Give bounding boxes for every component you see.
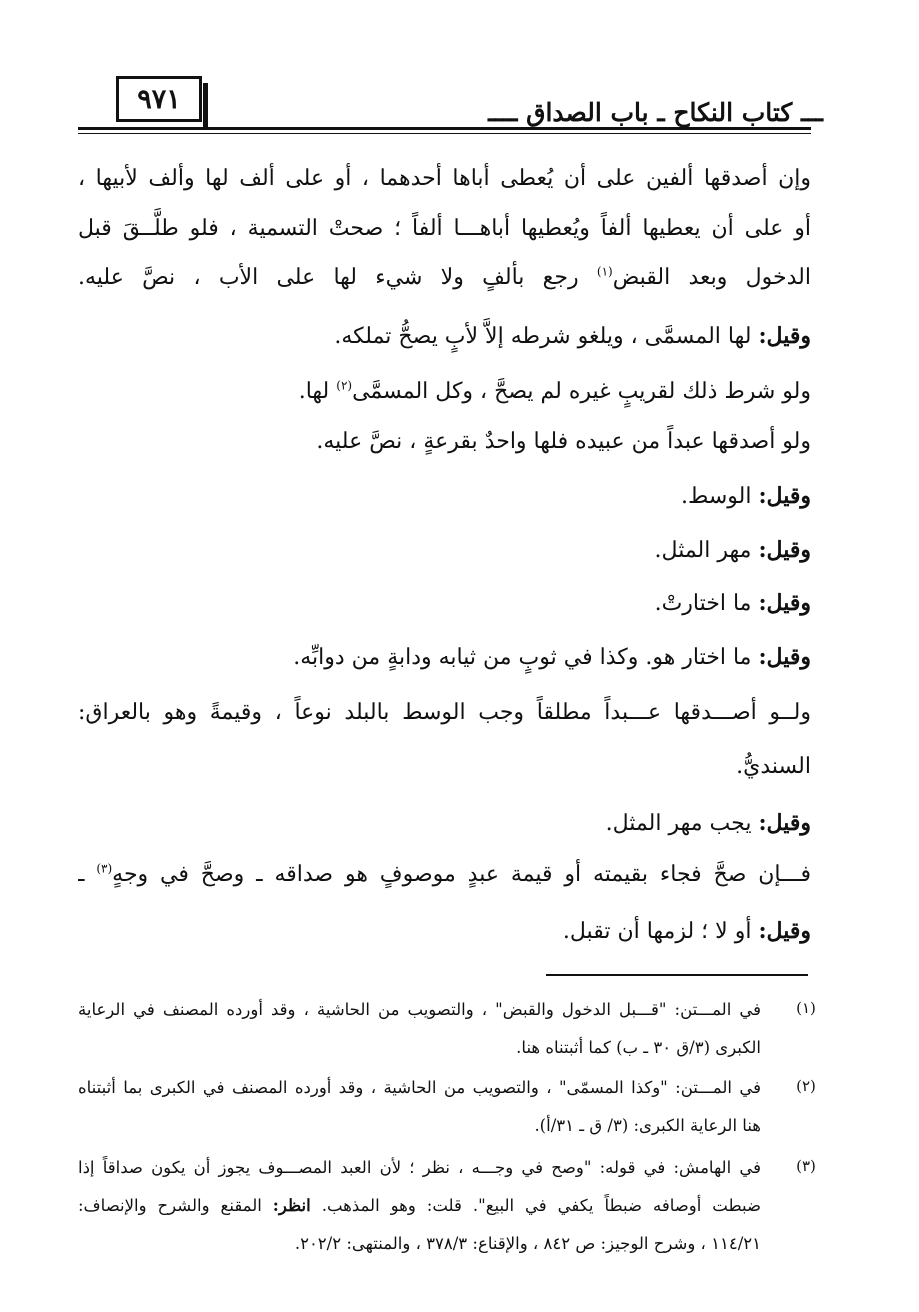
footnote-line <box>78 1108 761 1144</box>
footnote-number: (٢) <box>796 1077 816 1095</box>
footnote-number: (٣) <box>796 1157 816 1175</box>
running-title: ـــ كتاب النكاح ـ باب الصداق ــــ <box>488 98 823 127</box>
footnote-text: ١١٤/٢١ ، وشرح الوجيز: ص ٨٤٢ ، والإقناع: ٣٧٨/٣ ، والمنتهى: ٢٠٢/٢. <box>294 1234 761 1253</box>
footnote-separator <box>546 974 808 976</box>
line-text: يجب مهر المثل. <box>605 811 759 836</box>
footnote-text: الكبرى (٣/ق ٣٠ ـ ب) كما أثبتناه هنا. <box>516 1038 761 1057</box>
line-text: ولو شرط ذلك لقريبٍ غيره لم يصحَّ ، وكل المسمَّى <box>352 379 811 404</box>
line-text: فـــإن صحَّ فجاء بقيمته أو قيمة عبدٍ موصوفٍ هو صداقه ـ وصحَّ في وجهٍ <box>112 862 811 887</box>
footnote-text: ضبطت أوصافه ضبطاً يكفي في البيع". قلت: وهو المذهب. <box>310 1196 761 1215</box>
keyword-qila: وقيل: <box>758 537 811 563</box>
footnote-marker: (٣) <box>96 861 113 876</box>
keyword-qila: وقيل: <box>758 918 811 944</box>
line-text: الوسط. <box>680 484 759 509</box>
footnote-keyword: انظر: <box>272 1196 311 1215</box>
keyword-qila: وقيل: <box>758 644 811 670</box>
line-text: وإن أصدقها ألفين على أن يُعطى أباها أحدهما ، أو على ألف لها وألف لأبيها ، <box>78 166 811 191</box>
page-number-box <box>116 76 202 122</box>
footnote-line <box>78 1226 761 1262</box>
line-text: ـ <box>78 862 97 887</box>
line-text: رجع بألفٍ ولا شيء لها على الأب ، نصَّ عليه. <box>78 265 597 290</box>
body-line <box>78 908 811 954</box>
body-line <box>78 156 811 202</box>
page-number: ٩٧١ <box>137 83 181 115</box>
footnote-line <box>78 1150 761 1186</box>
footnote-line <box>78 1030 761 1066</box>
line-text: السنديُّ. <box>736 754 811 779</box>
line-text: ما اختارتْ. <box>654 591 759 616</box>
line-text: ولــو أصـــدقها عـــبداً مطلقاً وجب الوسط بالبلد نوعاً ، وقيمةً وهو بالعراق: <box>78 700 811 725</box>
keyword-qila: وقيل: <box>758 483 811 509</box>
footnote-number: (١) <box>796 999 816 1017</box>
keyword-qila: وقيل: <box>758 323 811 349</box>
header-rule-thin <box>78 133 811 134</box>
body-line <box>78 473 811 519</box>
line-text: ولو أصدقها عبداً من عبيده فلها واحدٌ بقرعةٍ ، نصَّ عليه. <box>316 429 811 454</box>
body-line <box>78 419 811 465</box>
body-line <box>78 690 811 736</box>
footnote-text: المقنع والشرح والإنصاف: <box>78 1196 273 1215</box>
body-line <box>78 852 811 898</box>
footnote-text: في المـــتن: "وكذا المسمّى" ، والتصويب من الحاشية ، وقد أورده المصنف في الكبرى بما أثبتناه <box>78 1078 761 1097</box>
footnote-marker: (١) <box>596 264 613 279</box>
footnote-text: في المـــتن: "قـــبل الدخول والقبض" ، والتصويب من الحاشية ، وقد أورده المصنف في الرعاية <box>78 1000 761 1019</box>
line-text: أو لا ؛ لزمها أن تقبل. <box>562 919 759 944</box>
body-line <box>78 527 811 573</box>
body-line <box>78 313 811 359</box>
body-line <box>78 255 811 301</box>
line-text: ما اختار هو. وكذا في ثوبٍ من ثيابه ودابةٍ من دوابِّه. <box>293 645 759 670</box>
line-text: مهر المثل. <box>654 538 759 563</box>
footnote-line <box>78 992 761 1028</box>
footnote-text: في الهامش: في قوله: "وصح في وجـــه ، نظر ؛ لأن العبد المصـــوف يجوز أن يكون صداقاً إذا <box>78 1158 761 1177</box>
line-text: لها المسمَّى ، ويلغو شرطه إلاَّ لأبٍ يصحُّ تملكه. <box>334 324 759 349</box>
header-rule <box>78 127 811 130</box>
body-line <box>78 369 811 415</box>
keyword-qila: وقيل: <box>758 810 811 836</box>
body-line <box>78 800 811 846</box>
body-line <box>78 634 811 680</box>
footnote-text: هنا الرعاية الكبرى: (٣/ ق ـ ٣١/أ). <box>534 1116 761 1135</box>
line-text: لها. <box>298 379 337 404</box>
footnote-marker: (٢) <box>336 378 353 393</box>
line-text: أو على أن يعطيها ألفاً ويُعطيها أباهـــا ألفاً ؛ صحتْ التسمية ، فلو طلَّــقَ قبل <box>78 216 811 241</box>
body-line <box>78 206 811 252</box>
footnote-line <box>78 1070 761 1106</box>
keyword-qila: وقيل: <box>758 590 811 616</box>
body-line <box>78 580 811 626</box>
footnote-line <box>78 1188 761 1224</box>
body-line <box>78 744 811 790</box>
line-text: الدخول وبعد القبض <box>612 265 811 290</box>
